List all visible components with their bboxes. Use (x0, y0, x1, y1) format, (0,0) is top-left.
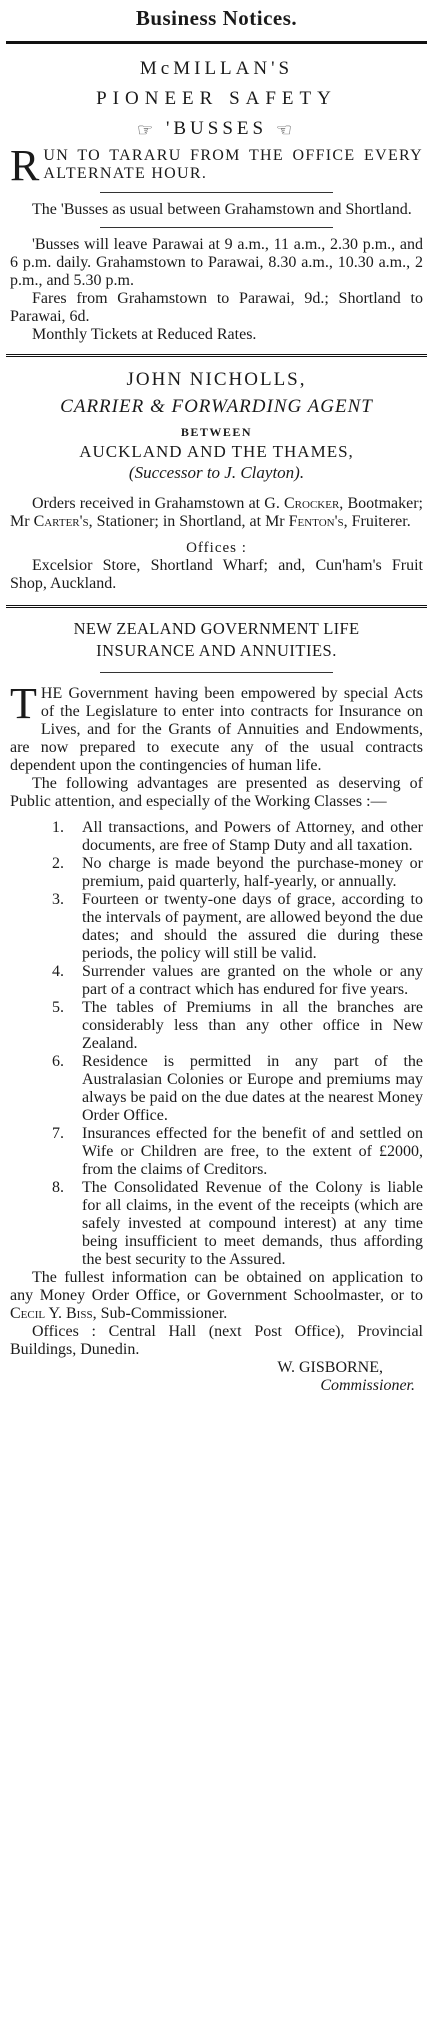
paragraph (10, 1269, 423, 1323)
route-heading: AUCKLAND AND THE THAMES, (79, 442, 354, 461)
list-item-number: 6. (52, 1053, 64, 1070)
advert-subtitle: CARRIER & FORWARDING AGENT (60, 396, 373, 417)
list-item (10, 819, 423, 855)
offices-label: Offices : (186, 540, 247, 556)
signature-title: Commissioner. (320, 1377, 415, 1394)
signature-name: W. GISBORNE, (277, 1359, 383, 1376)
offices-text: Offices : Central Hall (next Post Office), Provincial Buildings, Dunedin. (10, 1323, 423, 1358)
list-item-number: 2. (52, 855, 64, 872)
list-item-text: All transactions, and Powers of Attorney, and other documents, are free of Stamp Duty and all taxation. (82, 819, 423, 854)
list-item-number: 5. (52, 999, 64, 1016)
list-item-number: 4. (52, 963, 64, 980)
advantages-list (10, 819, 423, 1269)
advert-mcmillan (8, 44, 425, 354)
list-item (10, 1053, 423, 1125)
paragraph: 'Busses will leave Parawai at 9 a.m., 11 a.m., 2.30 p.m., and 6 p.m. daily. Grahamstown to Parawai, 8.30 a.m., 10.30 a.m., 2 p.m., and 5.30 p.m. (10, 236, 423, 289)
paragraph: The 'Busses as usual between Grahamstown and Shortland. (32, 201, 412, 218)
list-item-number: 8. (52, 1179, 64, 1196)
text-run: The fullest information can be obtained on application to any Money Order Office, or Government Schoolmaster, or to (10, 1269, 423, 1304)
list-item-number: 7. (52, 1125, 64, 1142)
text-run: Orders received in Grahamstown at G. (32, 495, 284, 512)
intro-paragraph: The following advantages are presented as deserving of Public attention, and especially of the Working Classes :— (10, 775, 423, 810)
name-biss: Cecil Y. Biss (10, 1305, 93, 1322)
advert-title-line2: INSURANCE AND ANNUITIES. (96, 641, 337, 660)
list-item (10, 999, 423, 1053)
list-item (10, 1179, 423, 1269)
paragraph: Fares from Grahamstown to Parawai, 9d.; Shortland to Parawai, 6d. (10, 290, 423, 325)
lead-text: UN TO TARARU FROM THE OFFICE EVERY ALTERNATE HOUR. (43, 147, 423, 182)
list-item-text: Fourteen or twenty-one days of grace, according to the intervals of payment, are allowed beyond the due dates; and should the assured die during these periods, the policy will still be valid. (82, 891, 423, 962)
name-crocker: Crocker (284, 495, 340, 512)
section-heading: Business Notices. (135, 6, 298, 30)
name-carter: Carter's (33, 513, 89, 530)
advert-insurance (8, 608, 425, 1399)
advert-title: McMILLAN'S (139, 58, 294, 79)
pointing-hand-icon: ☞ (137, 120, 158, 140)
divider (100, 192, 333, 193)
drop-cap: R (10, 141, 40, 190)
name-fenton: Fenton's (288, 513, 344, 530)
busses-label: 'BUSSES (165, 118, 268, 139)
list-item (10, 855, 423, 891)
offices-text: Excelsior Store, Shortland Wharf; and, Cun'ham's Fruit Shop, Auckland. (10, 557, 423, 592)
advert-subtitle: PIONEER SAFETY (96, 88, 337, 109)
list-item-text: The Consolidated Revenue of the Colony is liable for all claims, in the event of the receipts (which are safely invested at compound interest) at any time being insufficient to meet demands, thus affording the best security to the Assured. (82, 1179, 423, 1268)
text-run: , Fruiterer. (343, 513, 411, 530)
list-item (10, 1125, 423, 1179)
paragraph (10, 495, 423, 531)
divider (100, 672, 333, 673)
divider (100, 227, 333, 228)
paragraph: Monthly Tickets at Reduced Rates. (32, 326, 257, 343)
list-item-text: The tables of Premiums in all the branches are considerably less than any other office in New Zealand. (82, 999, 423, 1052)
lead-text: HE Government having been empowered by special Acts of the Legislature to enter into contracts for Insurance on Lives, and for the Grants of Annuities and Endowments, are now prepared to execute any of the usual contracts dependent upon the contingencies of human life. (10, 685, 423, 774)
advert-nicholls (8, 357, 425, 605)
list-item-text: No charge is made beyond the purchase-money or premium, paid quarterly, half-yearly, or annually. (82, 855, 423, 890)
between-label: BETWEEN (180, 425, 253, 439)
list-item (10, 963, 423, 999)
successor-note: (Successor to J. Clayton). (128, 463, 305, 482)
drop-cap: T (10, 679, 37, 728)
text-run: , Sub-Commissioner. (92, 1305, 228, 1322)
text-run: , Bootmaker; Mr (10, 495, 423, 530)
list-item-text: Insurances effected for the benefit of and settled on Wife or Children are free, to the extent of £2000, from the claims of Creditors. (82, 1125, 423, 1178)
list-item-text: Residence is permitted in any part of the Australasian Colonies or Europe and premiums may always be paid on the due dates at the nearest Money Order Office. (82, 1053, 423, 1124)
list-item-number: 3. (52, 891, 64, 908)
advert-title: NEW ZEALAND GOVERNMENT LIFE (73, 619, 360, 638)
pointing-hand-left-icon: ☜ (275, 120, 296, 140)
list-item-text: Surrender values are granted on the whole or any part of a contract which has endured for five years. (82, 963, 423, 998)
list-item (10, 891, 423, 963)
advert-lead (10, 141, 423, 190)
text-run: , Stationer; in Shortland, at Mr (88, 513, 289, 530)
list-item-number: 1. (52, 819, 64, 836)
advert-lead (10, 679, 423, 775)
advert-title: JOHN NICHOLLS, (126, 369, 307, 390)
advert-busses-line (10, 116, 423, 143)
